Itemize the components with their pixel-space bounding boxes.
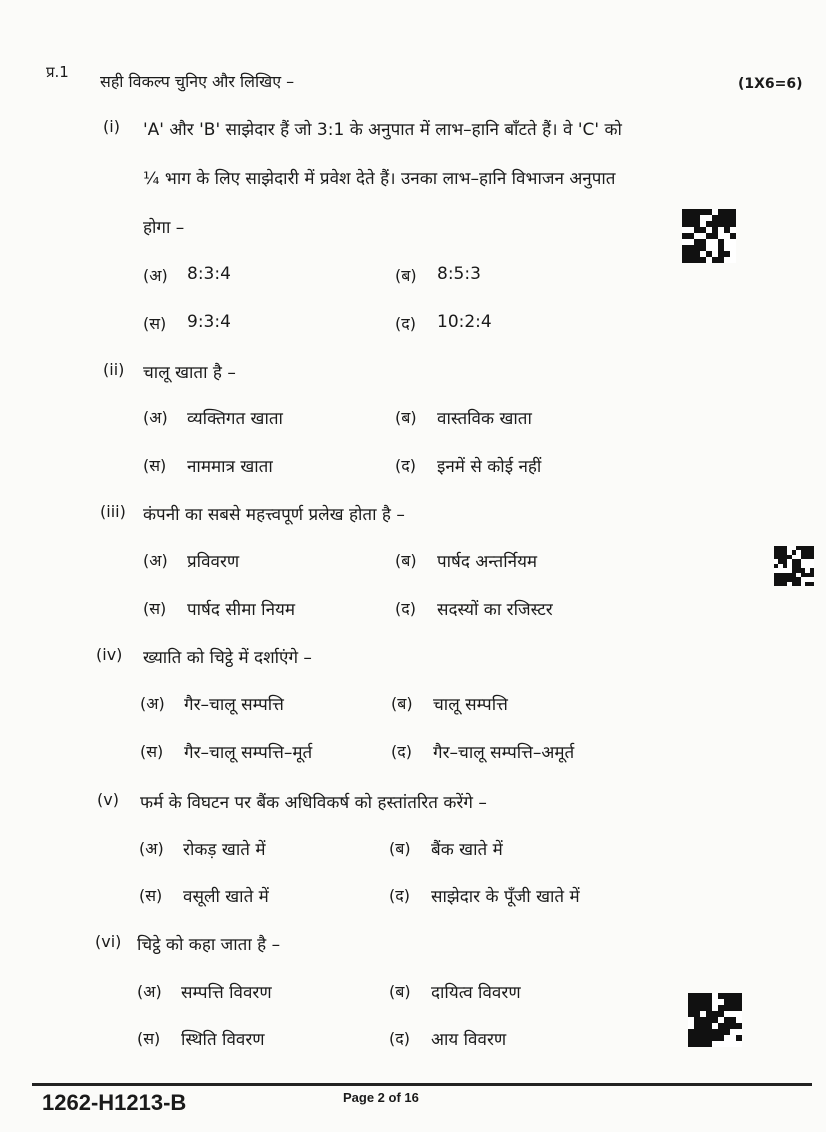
page-number: Page 2 of 16: [343, 1090, 419, 1105]
option-label: (अ): [143, 266, 168, 285]
option-text: चालू सम्पत्ति: [433, 695, 508, 715]
option-text: वसूली खाते में: [183, 887, 269, 907]
subquestion-number: (i): [103, 117, 120, 136]
option-label: (ब): [395, 551, 417, 570]
option-text: पार्षद अन्तर्नियम: [437, 552, 538, 572]
footer-divider: [32, 1083, 812, 1086]
option-label: (ब): [391, 694, 413, 713]
option-label: (ब): [395, 266, 417, 285]
subquestion-number: (v): [97, 790, 119, 809]
qr-code-icon: [774, 546, 814, 586]
option-label: (द): [389, 1029, 410, 1048]
option-label: (द): [395, 456, 416, 475]
subquestion-number: (iii): [100, 502, 126, 521]
subquestion-text-line: होगा –: [143, 218, 185, 238]
option-text: रोकड़ खाते में: [183, 840, 266, 860]
subquestion-text-line: ¼ भाग के लिए साझेदारी में प्रवेश देते हैं। उनका लाभ–हानि विभाजन अनुपात: [143, 169, 616, 189]
option-label: (स): [140, 742, 164, 761]
option-text: गैर–चालू सम्पत्ति–अमूर्त: [433, 743, 575, 763]
option-label: (अ): [140, 694, 165, 713]
option-label: (अ): [143, 408, 168, 427]
question-heading: सही विकल्प चुनिए और लिखिए –: [100, 72, 295, 91]
option-text: स्थिति विवरण: [181, 1030, 265, 1050]
subquestion-text-line: चिट्ठे को कहा जाता है –: [137, 935, 281, 955]
option-text: आय विवरण: [431, 1030, 507, 1050]
option-label: (स): [137, 1029, 161, 1048]
subquestion-text-line: कंपनी का सबसे महत्त्वपूर्ण प्रलेख होता है –: [143, 505, 405, 525]
option-text: गैर–चालू सम्पत्ति–मूर्त: [184, 743, 313, 763]
option-text: बैंक खाते में: [431, 840, 503, 860]
subquestion-text-line: चालू खाता है –: [143, 363, 236, 383]
option-text: 8:3:4: [187, 264, 231, 284]
option-label: (द): [391, 742, 412, 761]
option-text: सम्पत्ति विवरण: [181, 983, 272, 1003]
option-label: (द): [389, 886, 410, 905]
subquestion-text-line: फर्म के विघटन पर बैंक अधिविकर्ष को हस्तांतरित करेंगे –: [140, 793, 487, 813]
subquestion-number: (ii): [103, 360, 125, 379]
option-text: साझेदार के पूँजी खाते में: [431, 887, 580, 907]
option-label: (अ): [143, 551, 168, 570]
option-text: वास्तविक खाता: [437, 409, 532, 429]
option-label: (अ): [139, 839, 164, 858]
paper-code: 1262-H1213-B: [42, 1090, 187, 1115]
option-text: 10:2:4: [437, 312, 492, 332]
question-marks: (1X6=6): [738, 76, 803, 92]
option-text: गैर–चालू सम्पत्ति: [184, 695, 284, 715]
option-label: (द): [395, 314, 416, 333]
subquestion-number: (iv): [96, 645, 123, 664]
option-text: पार्षद सीमा नियम: [187, 600, 296, 620]
option-text: सदस्यों का रजिस्टर: [437, 600, 553, 620]
option-label: (स): [143, 456, 167, 475]
subquestion-text-line: 'A' और 'B' साझेदार हैं जो 3:1 के अनुपात में लाभ–हानि बाँटते हैं। वे 'C' को: [143, 120, 622, 140]
option-label: (अ): [137, 982, 162, 1001]
option-label: (स): [143, 599, 167, 618]
option-text: नाममात्र खाता: [187, 457, 273, 477]
option-text: प्रविवरण: [187, 552, 240, 572]
qr-code-icon: [688, 993, 742, 1047]
option-text: 8:5:3: [437, 264, 481, 284]
subquestion-text-line: ख्याति को चिट्ठे में दर्शाएंगे –: [143, 648, 312, 668]
option-label: (स): [139, 886, 163, 905]
option-label: (स): [143, 314, 167, 333]
question-number: प्र.1: [46, 63, 69, 81]
option-label: (द): [395, 599, 416, 618]
qr-code-icon: [682, 209, 736, 263]
option-label: (ब): [395, 408, 417, 427]
option-text: दायित्व विवरण: [431, 983, 521, 1003]
option-text: व्यक्तिगत खाता: [187, 409, 283, 429]
subquestion-number: (vi): [95, 932, 122, 951]
option-text: 9:3:4: [187, 312, 231, 332]
option-label: (ब): [389, 982, 411, 1001]
option-label: (ब): [389, 839, 411, 858]
option-text: इनमें से कोई नहीं: [437, 457, 542, 477]
